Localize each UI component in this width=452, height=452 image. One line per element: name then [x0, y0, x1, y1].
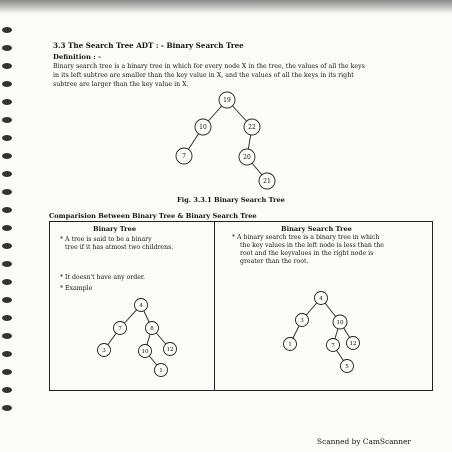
right-point-1-line-3: root and the keyvalues in the right node is: [240, 250, 374, 257]
tree-node-label: 4: [319, 296, 323, 302]
tree-node-label: 10: [336, 320, 344, 326]
table-column-divider: [214, 222, 215, 390]
tree-node-label: 12: [349, 341, 357, 347]
tree-node-label: 19: [223, 97, 231, 104]
tree-node-label: 5: [345, 364, 349, 370]
tree-node-label: 8: [150, 326, 154, 332]
tree-node-label: 21: [263, 178, 271, 185]
tree-node-label: 20: [243, 154, 251, 161]
right-column-header: Binary Search Tree: [281, 225, 352, 233]
tree-node-label: 3: [102, 348, 106, 354]
definition-label: Definition : -: [53, 53, 101, 61]
binary-tree-example: [95, 295, 195, 380]
scanner-watermark: Scanned by CamScanner: [317, 437, 411, 446]
tree-node-label: 10: [141, 349, 149, 355]
tree-node-label: 1: [288, 342, 292, 348]
left-point-1-line-1: * A tree is said to be a binary: [60, 236, 152, 243]
tree-node-label: 4: [139, 303, 143, 309]
right-point-1-line-1: * A binary search tree is a binary tree in which: [232, 234, 380, 241]
tree-node-label: 7: [182, 153, 186, 160]
left-point-3: * Example: [60, 285, 93, 292]
comparison-title: Comparision Between Binary Tree & Binary Search Tree: [49, 212, 257, 220]
right-point-1-line-4: greater than the root.: [240, 258, 309, 265]
definition-line-1: Binary search tree is a binary tree in which for every node X in the tree, the values of all the keys: [53, 63, 365, 70]
right-point-1-line-2: the key values in the left node is less than the: [240, 242, 384, 249]
left-point-1-line-2: tree if it has atmost two childrens.: [65, 244, 174, 251]
tree-node-label: 1: [159, 368, 163, 374]
left-column-header: Binary Tree: [93, 225, 137, 233]
binary-search-tree-example: [275, 288, 405, 378]
notebook-spiral-binding: [0, 0, 16, 452]
binary-search-tree-figure: [160, 90, 300, 195]
tree-node-label: 12: [166, 347, 174, 353]
tree-node-label: 10: [199, 124, 207, 131]
comparison-table: [49, 221, 433, 391]
tree-node-label: 22: [248, 124, 256, 131]
left-point-2: * It doesn't have any order.: [60, 274, 146, 281]
figure-caption: Fig. 3.3.1 Binary Search Tree: [177, 196, 285, 204]
definition-line-3: subtree are larger than the key value in X.: [53, 81, 189, 88]
scan-edge-shadow: [0, 0, 452, 14]
section-heading: 3.3 The Search Tree ADT : - Binary Search Tree: [53, 41, 244, 50]
tree-node-label: 7: [331, 343, 335, 349]
definition-line-2: in its left subtree are smaller than the key value in X, and the values of all the keys in its right: [53, 72, 354, 79]
tree-node-label: 3: [300, 318, 304, 324]
tree-node-label: 7: [118, 326, 122, 332]
